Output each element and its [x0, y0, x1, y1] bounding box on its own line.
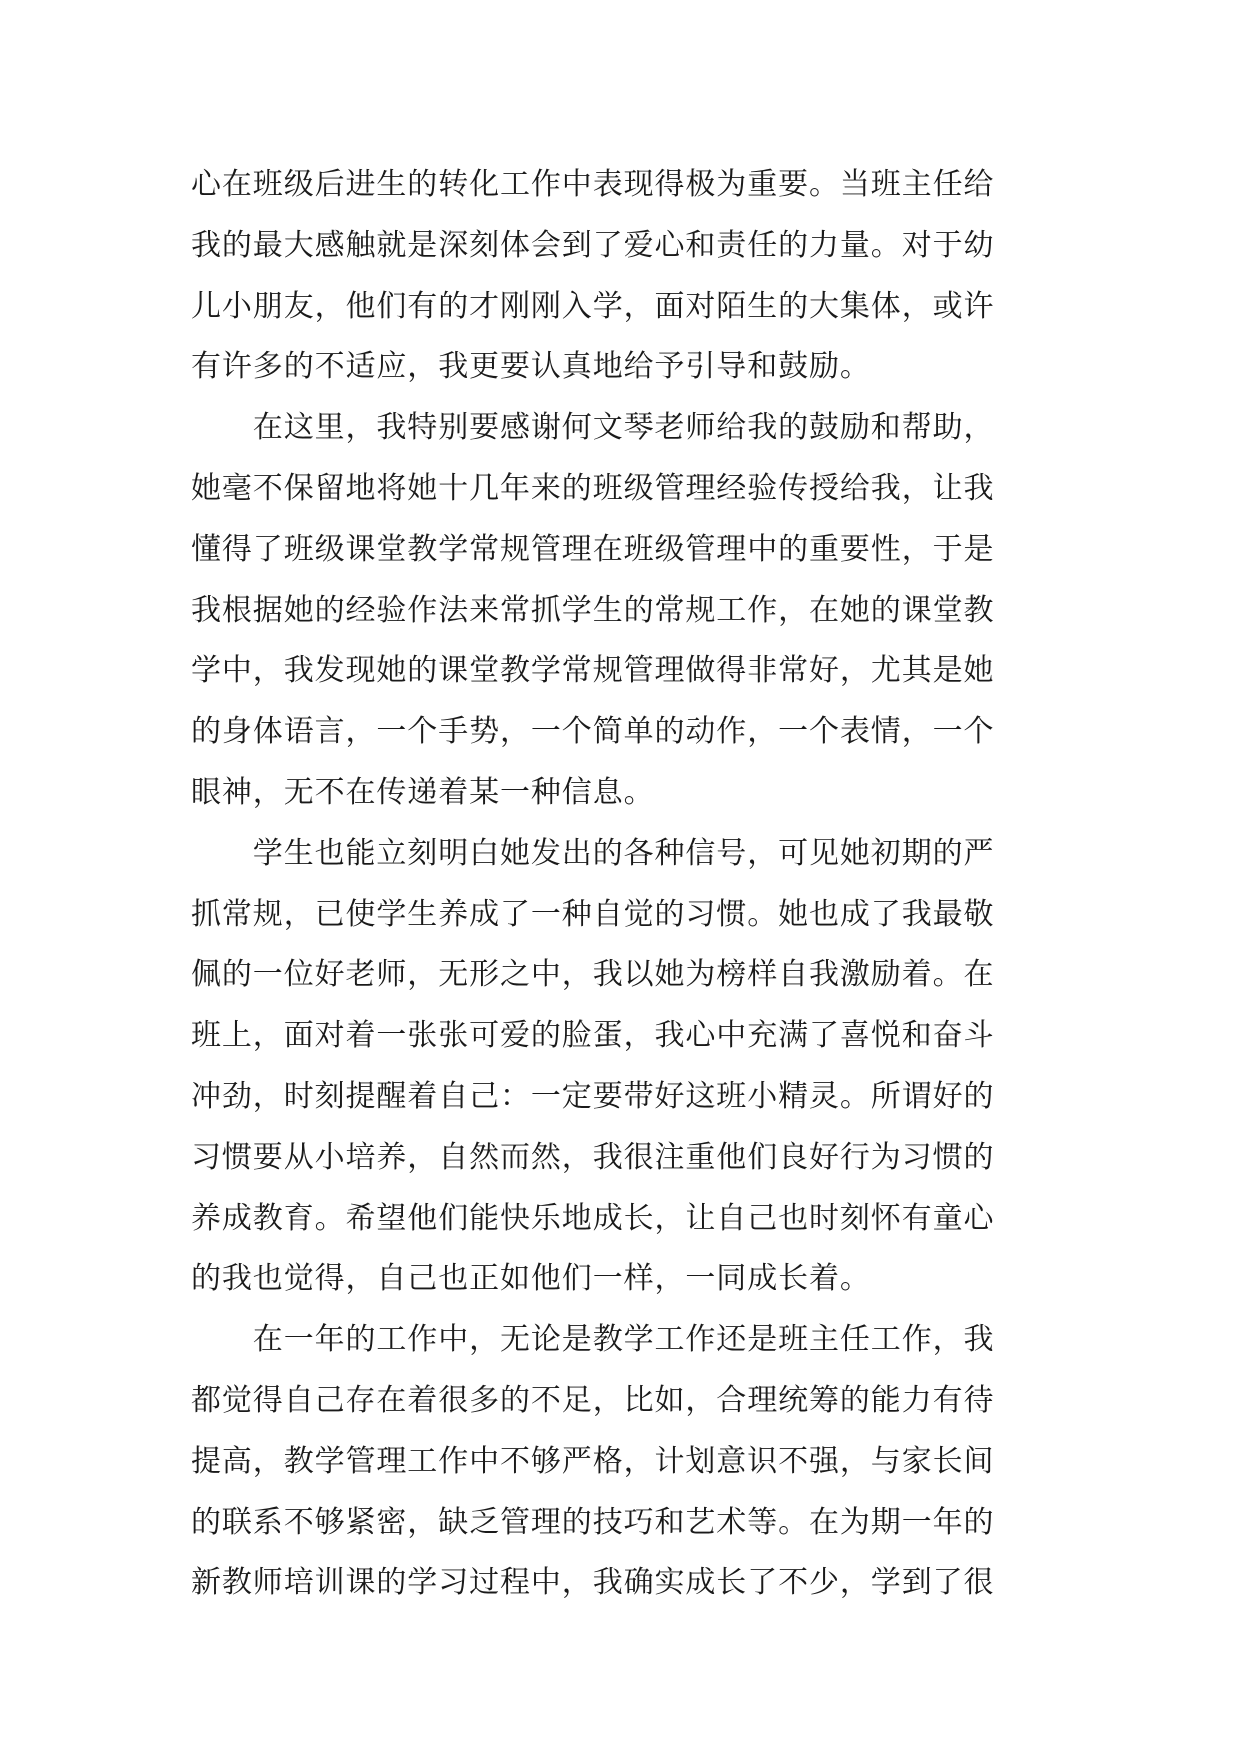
text-line: 的我也觉得，自己也正如他们一样，一同成长着。: [191, 1261, 871, 1297]
text-line: 她毫不保留地将她十几年来的班级管理经验传授给我，让我: [191, 470, 995, 506]
text-line: 提高，教学管理工作中不够严格，计划意识不强，与家长间: [191, 1443, 995, 1479]
text-line: 眼神，无不在传递着某一种信息。: [191, 774, 655, 810]
body-text: [191, 155, 1051, 1614]
text-line: 心在班级后进生的转化工作中表现得极为重要。当班主任给: [191, 167, 995, 202]
text-line: 佩的一位好老师，无形之中，我以她为榜样自我激励着。在: [191, 957, 995, 993]
text-line: 在一年的工作中，无论是教学工作还是班主任工作，我: [191, 1322, 995, 1358]
text-line: 学中，我发现她的课堂教学常规管理做得非常好，尤其是她: [191, 653, 995, 689]
text-line: 在这里，我特别要感谢何文琴老师给我的鼓励和帮助，: [191, 410, 995, 446]
text-line: 有许多的不适应，我更要认真地给予引导和鼓励。: [191, 349, 871, 385]
text-line: 儿小朋友，他们有的才刚刚入学，面对陌生的大集体，或许: [191, 288, 995, 324]
text-line: 我根据她的经验作法来常抓学生的常规工作，在她的课堂教: [191, 592, 995, 628]
text-line: 的身体语言，一个手势，一个简单的动作，一个表情，一个: [191, 714, 995, 750]
text-line: 抓常规，已使学生养成了一种自觉的习惯。她也成了我最敬: [191, 896, 995, 932]
text-line: 新教师培训课的学习过程中，我确实成长了不少，学到了很: [191, 1565, 995, 1601]
text-line: 养成教育。希望他们能快乐地成长，让自己也时刻怀有童心: [191, 1200, 995, 1236]
text-line: 我的最大感触就是深刻体会到了爱心和责任的力量。对于幼: [191, 227, 995, 263]
text-line: 冲劲，时刻提醒着自己：一定要带好这班小精灵。所谓好的: [191, 1078, 995, 1114]
text-line: 班上，面对着一张张可爱的脸蛋，我心中充满了喜悦和奋斗: [191, 1018, 995, 1054]
text-line: 的联系不够紧密，缺乏管理的技巧和艺术等。在为期一年的: [191, 1504, 995, 1540]
text-line: 都觉得自己存在着很多的不足，比如，合理统筹的能力有待: [191, 1382, 995, 1418]
text-line: 习惯要从小培养，自然而然，我很注重他们良好行为习惯的: [191, 1139, 995, 1175]
text-line: 学生也能立刻明白她发出的各种信号，可见她初期的严: [191, 835, 995, 871]
text-line: 懂得了班级课堂教学常规管理在班级管理中的重要性，于是: [191, 531, 995, 567]
